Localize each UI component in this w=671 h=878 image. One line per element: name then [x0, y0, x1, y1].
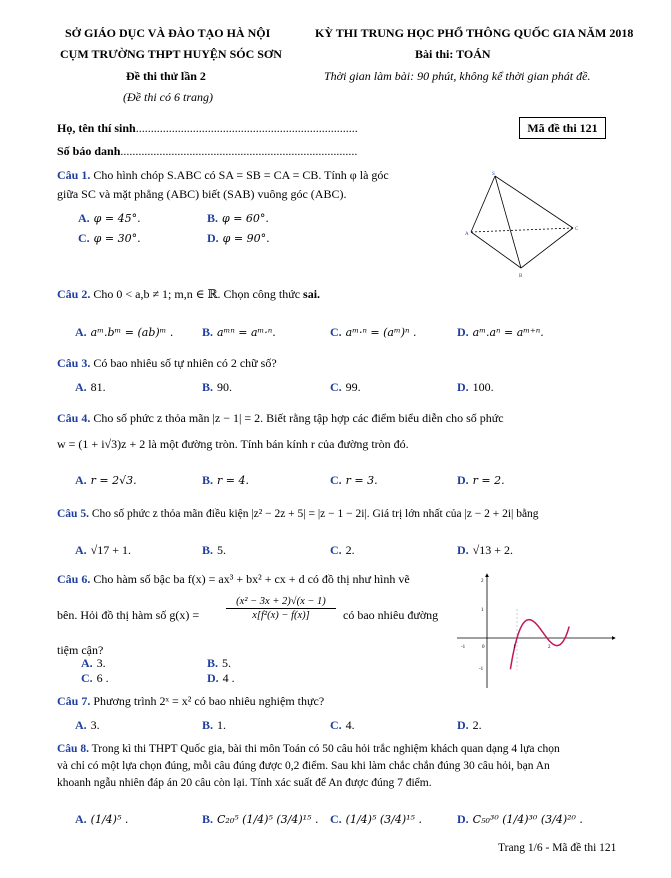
dept-name: SỞ GIÁO DỤC VÀ ĐÀO TẠO HÀ NỘI [65, 26, 271, 40]
question-1-text-line1: Cho hình chóp S.ABC có SA = SB = CA = CB. Tính φ là góc [93, 168, 389, 182]
cubic-curve [510, 620, 569, 670]
student-name-label: Họ, tên thí sinh [57, 121, 136, 135]
q7-option-b[interactable]: B. 1. [202, 718, 227, 732]
fraction-numerator: (x² − 3x + 2)√(x − 1) [226, 596, 336, 609]
question-3-number: Câu 3. [57, 356, 91, 370]
question-4-text-line1: Cho số phức z thỏa mãn |z − 1| = 2. Biết rằng tập hợp các điểm biểu diễn cho số phức [93, 411, 504, 425]
q4-option-b[interactable]: B. r = 4. [202, 473, 249, 487]
q8-option-b[interactable]: B. C₂₀⁵ (1/4)⁵ (3/4)¹⁵ . [202, 812, 319, 826]
q1-option-d[interactable]: D. φ = 90°. [207, 231, 270, 245]
question-2-text: Cho 0 < a,b ≠ 1; m,n ∈ ℝ. Chọn công thức [93, 287, 301, 301]
question-8-text-line3: khoanh ngẫu nhiên đáp án 20 câu còn lại. Tính xác suất để An được đúng 7 điểm. [57, 777, 432, 789]
exam-attempt: Đề thi thử lần 2 [126, 69, 206, 83]
question-1 [57, 166, 457, 204]
q8-option-c[interactable]: C. (1/4)⁵ (3/4)¹⁵ . [330, 812, 422, 826]
student-name-dots: .......................................................................... [135, 121, 358, 135]
question-7-text: Phương trình 2ˣ = x² có bao nhiêu nghiệm thực? [93, 694, 325, 708]
q5-option-b[interactable]: B. 5. [202, 543, 227, 557]
question-7-number: Câu 7. [57, 694, 91, 708]
y-tick-neg1: -1 [479, 667, 484, 672]
q6-option-d[interactable]: D. 4 . [207, 671, 235, 685]
q4-option-d[interactable]: D. r = 2. [457, 473, 505, 487]
q4-option-c[interactable]: C. r = 3. [330, 473, 378, 487]
page-footer: Trang 1/6 - Mã đề thi 121 [498, 842, 617, 854]
question-3 [57, 354, 619, 373]
q4-option-a[interactable]: A. r = 2√3. [75, 473, 137, 487]
q3-option-a[interactable]: A. 81. [75, 380, 106, 394]
q2-option-a[interactable]: A. aᵐ.bᵐ = (ab)ᵐ . [75, 325, 174, 339]
q2-option-b[interactable]: B. aᵐⁿ = aᵐ·ⁿ. [202, 325, 276, 339]
q1-option-c[interactable]: C. φ = 30°. [78, 231, 141, 245]
q6-option-c[interactable]: C. 6 . [81, 671, 109, 685]
x-tick-1: 1 [513, 645, 516, 650]
y-tick-1: 1 [481, 608, 484, 613]
question-3-text: Có bao nhiêu số tự nhiên có 2 chữ số? [93, 356, 277, 370]
vertex-a-label: A [465, 232, 469, 237]
question-2 [57, 285, 619, 304]
q7-option-c[interactable]: C. 4. [330, 718, 355, 732]
question-6-text-line2b: có bao nhiêu đường [343, 608, 439, 622]
q6-option-b[interactable]: B. 5. [207, 656, 232, 670]
question-2-number: Câu 2. [57, 287, 91, 301]
question-5-number: Câu 5. [57, 508, 89, 520]
q6-option-a[interactable]: A. 3. [81, 656, 106, 670]
question-8-text-line2: và chỉ có một lựa chọn đúng, mỗi câu đúng được 0,2 điểm. Sau khi làm chắc chắn đúng 30 câu hỏi, bạn An [57, 760, 550, 772]
exam-title: KỲ THI TRUNG HỌC PHỔ THÔNG QUỐC GIA NĂM 2018 [315, 26, 634, 40]
q3-option-b[interactable]: B. 90. [202, 380, 233, 394]
student-name-line [57, 121, 358, 136]
q3-option-c[interactable]: C. 99. [330, 380, 361, 394]
vertex-s-label: S [492, 172, 495, 177]
question-8 [57, 741, 619, 792]
pyramid-figure [465, 168, 585, 280]
x-tick-neg1: -1 [461, 645, 466, 650]
question-6-fraction [226, 596, 336, 621]
question-4-number: Câu 4. [57, 411, 91, 425]
q1-option-a[interactable]: A. φ = 45°. [78, 211, 141, 225]
q2-option-c[interactable]: C. aᵐ·ⁿ = (aᵐ)ⁿ . [330, 325, 417, 339]
question-6 [57, 570, 449, 589]
q5-option-a[interactable]: A. √17 + 1. [75, 543, 132, 557]
q8-option-d[interactable]: D. C₅₀³⁰ (1/4)³⁰ (3/4)²⁰ . [457, 812, 583, 826]
question-1-text-line2: giữa SC và mặt phẳng (ABC) biết (SAB) vuông góc (ABC). [57, 187, 347, 201]
student-id-dots: ............................................................................... [120, 144, 358, 158]
question-8-number: Câu 8. [57, 743, 89, 755]
question-1-number: Câu 1. [57, 168, 91, 182]
q3-option-d[interactable]: D. 100. [457, 380, 494, 394]
q8-option-a[interactable]: A. (1/4)⁵ . [75, 812, 129, 826]
fraction-denominator: x[f²(x) − f(x)] [252, 610, 310, 621]
question-6-text-line3: tiệm cận? [57, 643, 104, 657]
question-6-text-line2a: bên. Hỏi đồ thị hàm số g(x) = [57, 608, 200, 622]
question-7 [57, 692, 619, 711]
page-count-note: (Đề thi có 6 trang) [123, 90, 213, 104]
question-4-text-line2: w = (1 + i√3)z + 2 là một đường tròn. Tính bán kính r của đường tròn đó. [57, 437, 409, 451]
subject: Bài thi: TOÁN [415, 47, 491, 61]
student-id-label: Số báo danh [57, 144, 121, 158]
question-4 [57, 405, 619, 457]
question-5 [57, 505, 619, 524]
question-8-text-line1: Trong kì thi THPT Quốc gia, bài thi môn Toán có 50 câu hỏi trắc nghiệm khách quan dạng 4 lựa chọn [91, 743, 560, 755]
question-5-text: Cho số phức z thỏa mãn điều kiện |z² − 2z + 5| = |z − 1 − 2i|. Giá trị lớn nhất của |z − 2 + 2i| bằng [91, 508, 539, 520]
school-cluster: CỤM TRƯỜNG THPT HUYỆN SÓC SƠN [60, 47, 282, 61]
student-id-line [57, 144, 357, 159]
y-tick-2: 2 [481, 579, 484, 584]
question-2-keyword: sai. [303, 287, 321, 301]
x-tick-0: 0 [482, 645, 485, 650]
q5-option-d[interactable]: D. √13 + 2. [457, 543, 514, 557]
question-6-number: Câu 6. [57, 572, 91, 586]
vertex-c-label: C [575, 227, 579, 232]
exam-code-box: Mã đề thi 121 [519, 117, 606, 139]
question-6-text-line1: Cho hàm số bậc ba f(x) = ax³ + bx² + cx + d có đồ thị như hình vẽ [93, 572, 410, 586]
q5-option-c[interactable]: C. 2. [330, 543, 355, 557]
q7-option-a[interactable]: A. 3. [75, 718, 100, 732]
q2-option-d[interactable]: D. aᵐ.aⁿ = aᵐ⁺ⁿ. [457, 325, 544, 339]
x-tick-2: 2 [548, 645, 551, 650]
vertex-b-label: B [519, 274, 523, 279]
q7-option-d[interactable]: D. 2. [457, 718, 482, 732]
cubic-graph-figure [455, 570, 620, 692]
q1-option-b[interactable]: B. φ = 60°. [207, 211, 269, 225]
time-limit: Thời gian làm bài: 90 phút, không kể thời gian phát đề. [324, 69, 591, 83]
